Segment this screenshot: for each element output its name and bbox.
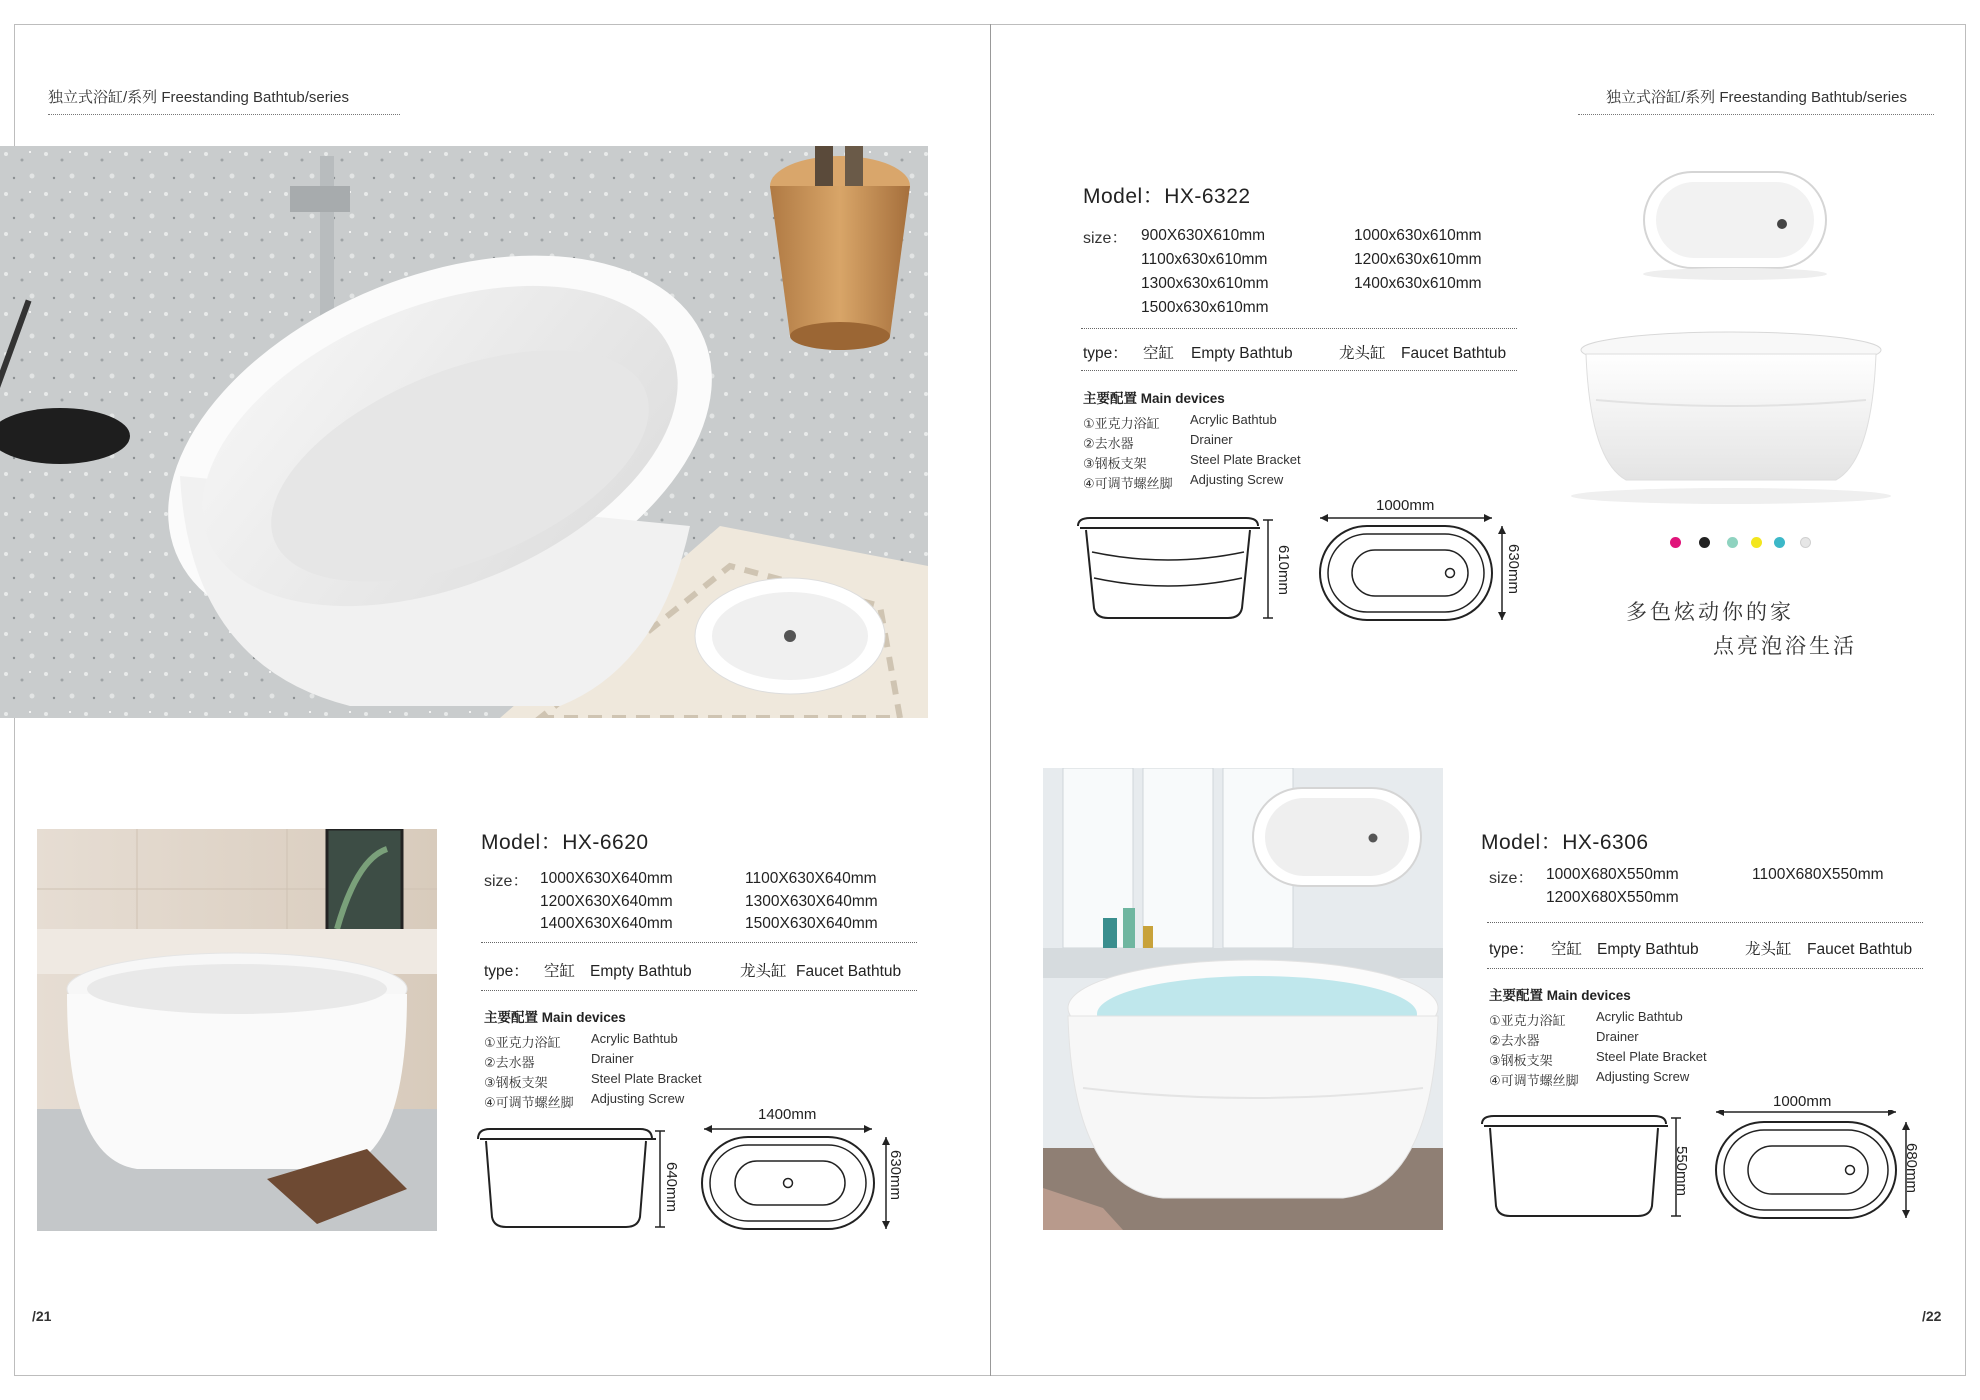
hx6322-size-2: 1000x630x610mm (1354, 227, 1482, 244)
hx6322-type-empty-cn: 空缸 (1143, 345, 1175, 362)
hx6620-size-5: 1400X630X640mm (540, 915, 673, 932)
hx6322-model-title: Model：HX-6322 (1083, 185, 1251, 208)
hx6620-dim-length: 1400mm (758, 1106, 817, 1123)
hx6306-type-row (1489, 937, 1912, 959)
hx6322-device-4-cn: ④可调节螺丝脚 (1083, 476, 1173, 491)
hx6322-device-2-en: Drainer (1190, 432, 1233, 447)
hx6322-size-4: 1200x630x610mm (1354, 251, 1482, 268)
hx6322-device-3-en: Steel Plate Bracket (1190, 452, 1301, 467)
hx6322-type-empty-en: Empty Bathtub (1191, 345, 1293, 362)
swatch-black (1699, 537, 1710, 548)
hx6322-device-1-cn: ①亚克力浴缸 (1083, 416, 1160, 431)
hx6322-device-2-cn: ②去水器 (1083, 436, 1134, 451)
hx6306-type-faucet-cn: 龙头缸 (1745, 941, 1792, 958)
hx6306-photo (1043, 768, 1443, 1230)
swatch-mint (1727, 537, 1738, 548)
hx6306-devices-title: 主要配置 Main devices (1489, 988, 1631, 1003)
hx6306-rule-2 (1487, 968, 1923, 969)
hx6322-product-views (1556, 160, 1906, 520)
hx6620-device-3-en: Steel Plate Bracket (591, 1071, 702, 1086)
swatch-magenta (1670, 537, 1681, 548)
swatch-cyan (1774, 537, 1785, 548)
hx6322-device-4-en: Adjusting Screw (1190, 472, 1284, 487)
hx6306-size-3: 1200X680X550mm (1546, 889, 1679, 906)
left-header: 独立式浴缸/系列 Freestanding Bathtub/series (48, 89, 349, 106)
hx6620-drawings (470, 1125, 890, 1235)
hx6306-type-label: type： (1489, 941, 1534, 958)
left-page-number: /21 (32, 1308, 52, 1324)
hx6620-photo (37, 829, 437, 1231)
hx6306-type-faucet-en: Faucet Bathtub (1807, 941, 1913, 958)
hx6322-rule-2 (1081, 370, 1517, 371)
slogan-line-2: 点亮泡浴生活 (1713, 634, 1857, 658)
hx6322-device-3-cn: ③钢板支架 (1083, 456, 1147, 471)
hx6620-size-3: 1200X630X640mm (540, 893, 673, 910)
hx6306-device-1-en: Acrylic Bathtub (1596, 1009, 1683, 1024)
hx6620-type-faucet-en: Faucet Bathtub (796, 963, 902, 980)
hx6620-devices-title: 主要配置 Main devices (484, 1010, 626, 1025)
hx6306-dim-height: 550mm (1673, 1146, 1690, 1197)
hx6306-device-4-en: Adjusting Screw (1596, 1069, 1690, 1084)
hx6620-size-2: 1100X630X640mm (745, 870, 877, 887)
hx6620-type-empty-en: Empty Bathtub (590, 963, 692, 980)
hx6306-size-2: 1100X680X550mm (1752, 866, 1884, 883)
hx6306-rule-1 (1487, 922, 1923, 923)
hx6620-size-label: size： (484, 873, 529, 890)
hx6322-size-label: size： (1083, 230, 1128, 247)
hx6306-device-3-cn: ③钢板支架 (1489, 1053, 1553, 1068)
hero-bathtub-photo (0, 146, 928, 718)
hx6306-dim-length: 1000mm (1773, 1093, 1832, 1110)
hx6620-size-4: 1300X630X640mm (745, 893, 878, 910)
hx6322-size-5: 1300x630x610mm (1141, 275, 1269, 292)
hx6306-size-label: size： (1489, 870, 1534, 887)
hx6322-devices-title: 主要配置 Main devices (1083, 391, 1225, 406)
hx6620-device-4-en: Adjusting Screw (591, 1091, 685, 1106)
hx6620-rule-1 (481, 942, 917, 943)
swatch-yellow (1751, 537, 1762, 548)
hx6306-model-title: Model：HX-6306 (1481, 831, 1649, 854)
hx6620-size-1: 1000X630X640mm (540, 870, 673, 887)
hx6306-type-empty-cn: 空缸 (1551, 941, 1583, 958)
right-header-rule (1578, 114, 1934, 115)
hx6322-device-1-en: Acrylic Bathtub (1190, 412, 1277, 427)
hx6620-device-3-cn: ③钢板支架 (484, 1075, 548, 1090)
hx6620-type-label: type： (484, 963, 529, 980)
hx6306-device-1-cn: ①亚克力浴缸 (1489, 1013, 1566, 1028)
hx6620-model-title: Model：HX-6620 (481, 831, 649, 854)
hx6306-size-1: 1000X680X550mm (1546, 866, 1679, 883)
hx6322-type-faucet-en: Faucet Bathtub (1401, 345, 1507, 362)
hx6306-device-2-en: Drainer (1596, 1029, 1639, 1044)
hx6322-size-1: 900X630X610mm (1141, 227, 1266, 244)
hx6322-size-7: 1500x630x610mm (1141, 299, 1269, 316)
hx6620-device-1-cn: ①亚克力浴缸 (484, 1035, 561, 1050)
hx6620-type-faucet-cn: 龙头缸 (740, 963, 787, 980)
hx6306-device-4-cn: ④可调节螺丝脚 (1489, 1073, 1579, 1088)
hx6620-type-empty-cn: 空缸 (544, 963, 576, 980)
hx6620-device-2-en: Drainer (591, 1051, 634, 1066)
page-spine (990, 24, 991, 1376)
hx6322-dim-height: 610mm (1275, 545, 1292, 596)
left-header-rule (48, 114, 400, 115)
hx6620-device-4-cn: ④可调节螺丝脚 (484, 1095, 574, 1110)
hx6322-dim-length: 1000mm (1376, 497, 1435, 514)
hx6306-drawings (1476, 1110, 1916, 1226)
hx6322-type-row (1083, 341, 1506, 363)
hx6322-dim-width: 630mm (1505, 544, 1522, 595)
hx6322-type-label: type： (1083, 345, 1128, 362)
hx6620-device-2-cn: ②去水器 (484, 1055, 535, 1070)
hx6620-device-1-en: Acrylic Bathtub (591, 1031, 678, 1046)
hx6322-rule-1 (1081, 328, 1517, 329)
right-header: 独立式浴缸/系列 Freestanding Bathtub/series (1606, 89, 1907, 106)
hx6620-dim-height: 640mm (663, 1162, 680, 1213)
hx6322-size-6: 1400x630x610mm (1354, 275, 1482, 292)
hx6306-device-2-cn: ②去水器 (1489, 1033, 1540, 1048)
hx6306-device-3-en: Steel Plate Bracket (1596, 1049, 1707, 1064)
hx6620-dim-width: 630mm (887, 1150, 904, 1201)
swatch-white (1800, 537, 1811, 548)
hx6620-type-row (484, 959, 901, 981)
right-page-number: /22 (1922, 1308, 1942, 1324)
hx6306-type-empty-en: Empty Bathtub (1597, 941, 1699, 958)
hx6620-size-6: 1500X630X640mm (745, 915, 878, 932)
hx6322-size-3: 1100x630x610mm (1141, 251, 1268, 268)
hx6620-rule-2 (481, 990, 917, 991)
hx6306-dim-width: 680mm (1903, 1143, 1920, 1194)
hx6322-type-faucet-cn: 龙头缸 (1339, 345, 1386, 362)
slogan-line-1: 多色炫动你的家 (1626, 600, 1794, 624)
